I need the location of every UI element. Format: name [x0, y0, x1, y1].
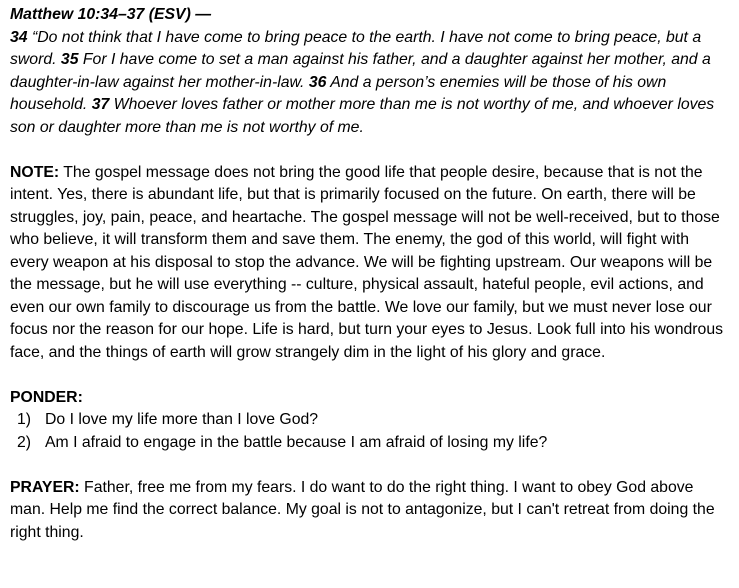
ponder-heading: PONDER: — [10, 388, 83, 406]
note-label: NOTE: — [10, 163, 60, 181]
spacer — [10, 454, 729, 477]
scripture-passage — [10, 27, 729, 140]
spacer — [10, 139, 729, 162]
list-item-text: Am I afraid to engage in the battle because I am afraid of losing my life? — [45, 433, 548, 451]
note-text: The gospel message does not bring the good life that people desire, because that is not the intent. Yes, there is abundant life, but that is primarily focused on the future. On earth, there will be struggles, joy, pain, peace, and heartache. The gospel message will not be well-received, but to those who believe, it will transform them and save them. The enemy, the god of this world, will fight with every weapon at his disposal to stop the advance. We will be fighting upstream. Our weapons will be the message, but he will use everything -- culture, physical assault, hateful people, evil actions, and even our own family to discourage us from the battle. We love our family, but we must never lose our focus nor the reason for our hope. Life is hard, but turn your eyes to Jesus. Look full into his wondrous face, and the things of earth will grow strangely dim in the light of his glory and grace. — [10, 163, 724, 361]
list-item-text: Do I love my life more than I love God? — [45, 411, 319, 428]
list-item — [10, 432, 729, 455]
verse-text: And a person’s enemies will be those of his own household. — [10, 73, 667, 113]
verse-text: For I have come to set a man against his father, and a daughter against her mother, and a daughter-in-law against her mother-in-law. — [10, 51, 711, 91]
spacer — [10, 364, 729, 387]
verse-number: 36 — [308, 73, 327, 91]
prayer-paragraph — [10, 477, 729, 545]
verse-number: 35 — [60, 51, 79, 68]
prayer-label: PRAYER: — [10, 478, 80, 496]
note-paragraph — [10, 162, 729, 365]
list-item — [10, 409, 729, 432]
verse-number: 34 — [10, 28, 28, 46]
verse-text: Whoever loves father or mother more than me is not worthy of me, and whoever loves son or daughter more than me is not worthy of me. — [10, 96, 715, 136]
prayer-text: Father, free me from my fears. I do want to do the right thing. I want to obey God above man. Help me find the correct balance. My goal is not to antagonize, but I can't retreat from doing the right thing. — [10, 478, 715, 541]
verse-text: “Do not think that I have come to bring peace to the earth. I have not come to bring peace, but a sword. — [10, 28, 702, 68]
ponder-list — [10, 409, 729, 454]
verse-number: 37 — [91, 96, 110, 113]
list-number: 2) — [17, 433, 32, 451]
list-number: 1) — [17, 411, 32, 428]
scripture-reference: Matthew 10:34–37 (ESV) — — [10, 6, 212, 23]
